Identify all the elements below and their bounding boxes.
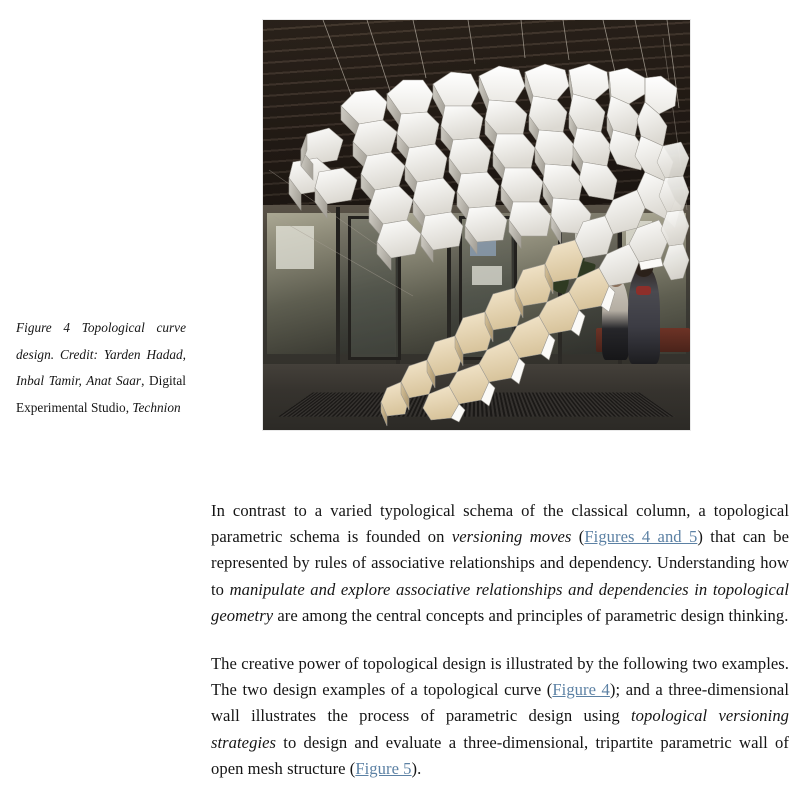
caption-comma-2: , — [125, 399, 133, 415]
p2-text-4: ). — [411, 758, 422, 778]
p2-text-1: The creative power of topological design is illustrated by the following two examples. The two design examples of a topological curve ( — [211, 654, 789, 700]
figure-4 — [263, 20, 690, 430]
p1-emphasis-versioning-moves: versioning moves — [451, 527, 572, 547]
p1-text-3: ) that can be represented by rules of associative relationships and dependency. Understanding how to — [211, 527, 789, 599]
body-text-column — [211, 498, 789, 782]
p2-text-2: ); and a three-dimensional wall illustrates the process of parametric design using — [211, 680, 789, 726]
crossref-figure-5[interactable]: Figure 5 — [355, 758, 412, 778]
crossref-figures-4-and-5[interactable]: Figures 4 and 5 — [584, 527, 698, 547]
figure-photograph — [263, 20, 690, 430]
caption-studio: Digital Experimental Studio — [16, 373, 186, 415]
hexagonal-modular-sculpture — [263, 20, 690, 430]
caption-comma-1: , — [141, 373, 150, 389]
crossref-figure-4[interactable]: Figure 4 — [552, 680, 610, 700]
caption-institution: Technion — [132, 399, 181, 415]
p1-text-2: ( — [571, 527, 585, 547]
p2-text-3: to design and evaluate a three-dimensional, tripartite parametric wall of open mesh structure ( — [211, 732, 789, 778]
figure-caption — [16, 315, 186, 421]
p1-text-4: are among the central concepts and principles of parametric design thinking. — [273, 605, 789, 625]
paragraph-1 — [211, 498, 789, 629]
p2-emphasis-topological-versioning: topological versioning strategies — [211, 706, 790, 752]
p1-emphasis-manipulate-explore: manipulate and explore associative relationships and dependencies in topological geometry — [211, 579, 789, 625]
p1-text-1: In contrast to a varied typological schema of the classical column, a topological parametric schema is founded on — [211, 501, 789, 547]
caption-main-italic: Figure 4 Topological curve design. Credit: Yarden Hadad, Inbal Tamir, Anat Saar — [16, 320, 186, 389]
paragraph-2 — [211, 651, 789, 782]
